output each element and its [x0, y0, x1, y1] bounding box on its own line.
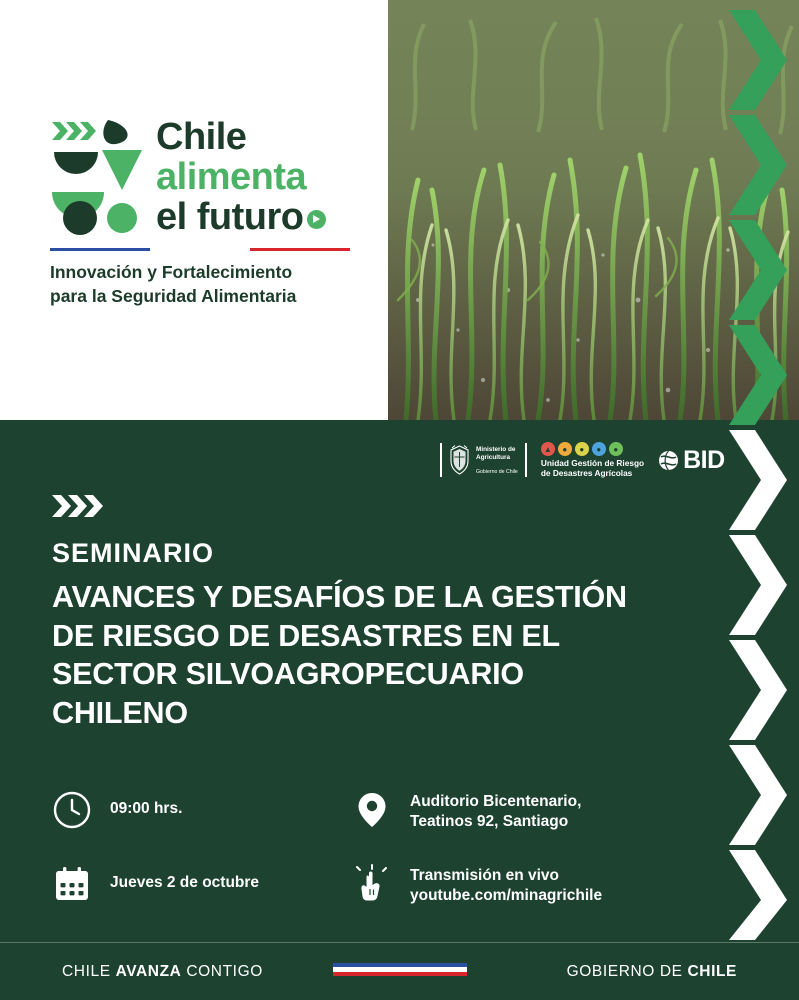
event-title-line1: AVANCES Y DESAFÍOS DE LA GESTIÓN	[52, 580, 627, 614]
risk-management-unit-logo	[541, 442, 644, 479]
footer-slogan-part2: CONTIGO	[181, 962, 263, 980]
detail-time-text: 09:00 hrs.	[110, 800, 183, 817]
unit-name-line1: Unidad Gestión de Riesgo	[540, 458, 645, 468]
bid-wordmark: BID	[683, 445, 725, 474]
logo-line-3-wrap	[156, 198, 326, 236]
event-title-line2: DE RIESGO DE DESASTRES EN EL	[52, 618, 560, 653]
footer-slogan	[62, 963, 263, 981]
detail-date-text: Jueves 2 de octubre	[110, 874, 260, 892]
detail-stream	[352, 864, 692, 906]
chevrons-mark-icon	[52, 495, 114, 517]
footer-slogan-bold: AVANZA	[115, 962, 182, 980]
ministry-of-agriculture-logo	[440, 443, 527, 477]
brand-tagline-line1: Innovación y Fortalecimiento	[50, 262, 293, 282]
logo-mark-icon	[50, 118, 146, 236]
drought-hazard-icon: ●	[558, 442, 572, 456]
stream-link[interactable]: youtube.com/minagrichile	[410, 887, 603, 905]
detail-venue-text	[410, 790, 581, 832]
event-title	[52, 578, 692, 733]
footer-slogan-part1: CHILE	[62, 962, 116, 980]
stream-line1: Transmisión en vivo	[410, 867, 560, 885]
unit-name	[541, 458, 644, 479]
poster-footer	[0, 942, 799, 1000]
ministry-name-line2: Agricultura	[476, 453, 511, 461]
bid-logo	[658, 446, 725, 475]
chile-alimenta-logo	[50, 118, 380, 308]
click-hand-icon	[352, 864, 392, 904]
footer-government-bold: CHILE	[687, 962, 737, 980]
brand-tagline-line2: para la Seguridad Alimentaria	[50, 285, 297, 306]
ministry-name-line1: Ministerio de	[476, 445, 516, 453]
logo-line-2: alimenta	[156, 156, 307, 198]
event-panel	[0, 420, 799, 1000]
logo-flag-rule	[50, 248, 350, 251]
brand-tagline	[50, 261, 380, 308]
detail-date	[52, 864, 352, 906]
event-title-line4: CHILENO	[52, 696, 188, 731]
unit-icon-set	[541, 442, 644, 456]
unit-name-line2: de Desastres Agrícolas	[540, 468, 633, 479]
bid-globe-icon	[658, 450, 679, 471]
crop-hazard-icon: ●	[609, 442, 623, 456]
event-title-line3: SECTOR SILVOAGROPECUARIO	[52, 657, 524, 692]
organization-logos	[440, 442, 725, 479]
detail-time	[52, 790, 352, 832]
footer-flag-stripes	[333, 963, 467, 976]
venue-line1: Auditorio Bicentenario,	[410, 793, 582, 810]
clock-icon	[52, 790, 92, 830]
logo-line-1: Chile	[156, 116, 247, 158]
calendar-icon	[52, 864, 92, 904]
event-kicker: SEMINARIO	[52, 538, 215, 568]
venue-line2: Teatinos 92, Santiago	[410, 813, 569, 831]
footer-government	[567, 963, 737, 981]
arrow-dot-icon	[307, 210, 326, 229]
map-pin-icon	[352, 790, 392, 830]
crop-field-photo	[388, 0, 799, 420]
footer-government-part1: GOBIERNO DE	[566, 962, 688, 980]
rain-hazard-icon: ●	[592, 442, 606, 456]
ministry-name	[476, 446, 518, 476]
detail-venue	[352, 790, 692, 832]
event-details	[52, 790, 692, 907]
ministry-subtitle: Gobierno de Chile	[476, 468, 518, 475]
flood-hazard-icon: ●	[575, 442, 589, 456]
detail-stream-text[interactable]	[410, 864, 602, 906]
footer-stripe-red	[333, 972, 467, 976]
logo-line-3: el futuro	[156, 196, 304, 238]
coat-of-arms-icon	[449, 445, 470, 475]
upper-section	[0, 0, 799, 420]
fire-hazard-icon: ▲	[541, 442, 555, 456]
